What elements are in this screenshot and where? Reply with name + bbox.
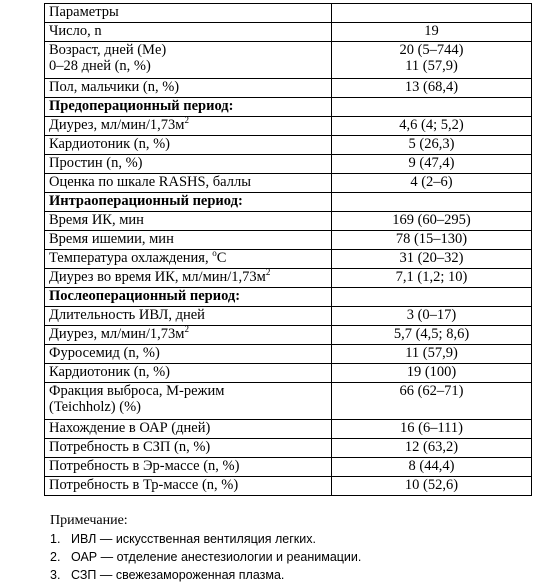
note-item — [50, 566, 361, 584]
label-superscript: 2 — [265, 267, 271, 277]
cell-label — [45, 117, 332, 136]
label-line: Возраст, дней (Me) — [49, 42, 167, 58]
table-row — [45, 174, 532, 193]
cell-value: 16 (6–111) — [332, 420, 532, 439]
cell-value: 7,1 (1,2; 10) — [332, 269, 532, 288]
label-text: Длительность ИВЛ, дней — [49, 307, 205, 323]
label-text: Диурез во время ИК, мл/мин/1,73м — [49, 269, 266, 285]
cell-value — [332, 288, 532, 307]
note-number: 1. — [50, 532, 61, 546]
note-text: ОАР — отделение анестезиологии и реанимации. — [71, 550, 362, 564]
value-line: 20 (5–744) — [399, 42, 464, 58]
cell-label — [45, 364, 332, 383]
value-line: 11 (57,9) — [405, 58, 458, 74]
label-text: Время ИК, мин — [49, 212, 144, 228]
header-value — [332, 4, 532, 23]
table-row — [45, 155, 532, 174]
table-row — [45, 458, 532, 477]
cell-label — [45, 155, 332, 174]
cell-value: 19 (100) — [332, 364, 532, 383]
cell-value: 5,7 (4,5; 8,6) — [332, 326, 532, 345]
cell-label — [45, 420, 332, 439]
cell-value — [332, 193, 532, 212]
cell-label — [45, 383, 332, 420]
section-title: Послеоперационный период: — [45, 288, 332, 307]
note-item — [50, 548, 361, 566]
cell-value — [332, 98, 532, 117]
cell-value — [332, 42, 532, 79]
cell-label — [45, 458, 332, 477]
cell-label — [45, 345, 332, 364]
cell-value: 78 (15–130) — [332, 231, 532, 250]
section-header-row — [45, 98, 532, 117]
label-line: (Teichholz) (%) — [49, 399, 141, 415]
cell-label — [45, 79, 332, 98]
notes-title: Примечание: — [50, 513, 128, 528]
cell-label — [45, 439, 332, 458]
table-row — [45, 231, 532, 250]
value-line: 66 (62–71) — [399, 383, 464, 399]
cell-label — [45, 42, 332, 79]
label-text: Температура охлаждения, — [49, 250, 213, 266]
table-row — [45, 269, 532, 288]
note-item — [50, 530, 361, 548]
label-text: Потребность в Тр-массе (n, %) — [49, 477, 239, 493]
note-text: СЗП — свежезамороженная плазма. — [71, 568, 285, 582]
cell-label — [45, 307, 332, 326]
label-text: Фуросемид (n, %) — [49, 345, 160, 361]
cell-value: 31 (20–32) — [332, 250, 532, 269]
cell-value: 12 (63,2) — [332, 439, 532, 458]
table-row — [45, 364, 532, 383]
cell-label — [45, 326, 332, 345]
label-text: Потребность в Эр-массе (n, %) — [49, 458, 240, 474]
cell-value: 13 (68,4) — [332, 79, 532, 98]
cell-value: 4 (2–6) — [332, 174, 532, 193]
table-row — [45, 136, 532, 155]
table-row — [45, 212, 532, 231]
section-header-row — [45, 193, 532, 212]
cell-label — [45, 212, 332, 231]
label-superscript: 2 — [184, 324, 189, 334]
label-superscript: о — [212, 248, 217, 258]
section-title: Предоперационный период: — [45, 98, 332, 117]
label-text: Пол, мальчики (n, %) — [49, 79, 180, 95]
table-header-row — [45, 4, 532, 23]
patient-parameters-table — [44, 3, 532, 496]
cell-label — [45, 23, 332, 42]
label-text: Простин (n, %) — [49, 155, 143, 171]
table-notes — [50, 512, 361, 584]
header-label: Параметры — [45, 4, 332, 23]
label-text: Диурез, мл/мин/1,73м — [49, 326, 185, 342]
cell-value: 10 (52,6) — [332, 477, 532, 496]
note-number: 2. — [50, 550, 61, 564]
label-tail: С — [216, 250, 227, 266]
label-text: Кардиотоник (n, %) — [49, 136, 170, 152]
table-row — [45, 420, 532, 439]
table-row — [45, 23, 532, 42]
table-row — [45, 439, 532, 458]
label-line: Фракция выброса, М-режим — [49, 383, 225, 399]
label-text: Кардиотоник (n, %) — [49, 364, 170, 380]
label-text: Время ишемии, мин — [49, 231, 174, 247]
label-line: 0–28 дней (n, %) — [49, 58, 151, 74]
table-row — [45, 307, 532, 326]
label-text: Нахождение в ОАР (дней) — [49, 420, 211, 436]
cell-value: 8 (44,4) — [332, 458, 532, 477]
note-number: 3. — [50, 568, 61, 582]
cell-value: 9 (47,4) — [332, 155, 532, 174]
table-row — [45, 345, 532, 364]
label-text: Потребность в СЗП (n, %) — [49, 439, 211, 455]
cell-value: 4,6 (4; 5,2) — [332, 117, 532, 136]
section-header-row — [45, 288, 532, 307]
label-text: Оценка по шкале RASHS, баллы — [49, 174, 251, 190]
cell-value: 19 — [332, 23, 532, 42]
cell-value: 3 (0–17) — [332, 307, 532, 326]
cell-value: 11 (57,9) — [332, 345, 532, 364]
table-row — [45, 79, 532, 98]
cell-label — [45, 477, 332, 496]
cell-value — [332, 383, 532, 420]
label-text: Диурез, мл/мин/1,73м — [49, 117, 185, 133]
cell-label — [45, 174, 332, 193]
section-title: Интраоперационный период: — [45, 193, 332, 212]
cell-label — [45, 269, 332, 288]
cell-label — [45, 136, 332, 155]
cell-value: 169 (60–295) — [332, 212, 532, 231]
table-row — [45, 477, 532, 496]
table-row — [45, 383, 532, 420]
cell-value: 5 (26,3) — [332, 136, 532, 155]
cell-label — [45, 250, 332, 269]
note-text: ИВЛ — искусственная вентиляция легких. — [71, 532, 316, 546]
table-row — [45, 117, 532, 136]
label-superscript: 2 — [184, 115, 189, 125]
table-body — [45, 4, 532, 496]
table-row — [45, 326, 532, 345]
label-text: Число, n — [49, 23, 102, 39]
cell-label — [45, 231, 332, 250]
table-row — [45, 250, 532, 269]
table-row — [45, 42, 532, 79]
